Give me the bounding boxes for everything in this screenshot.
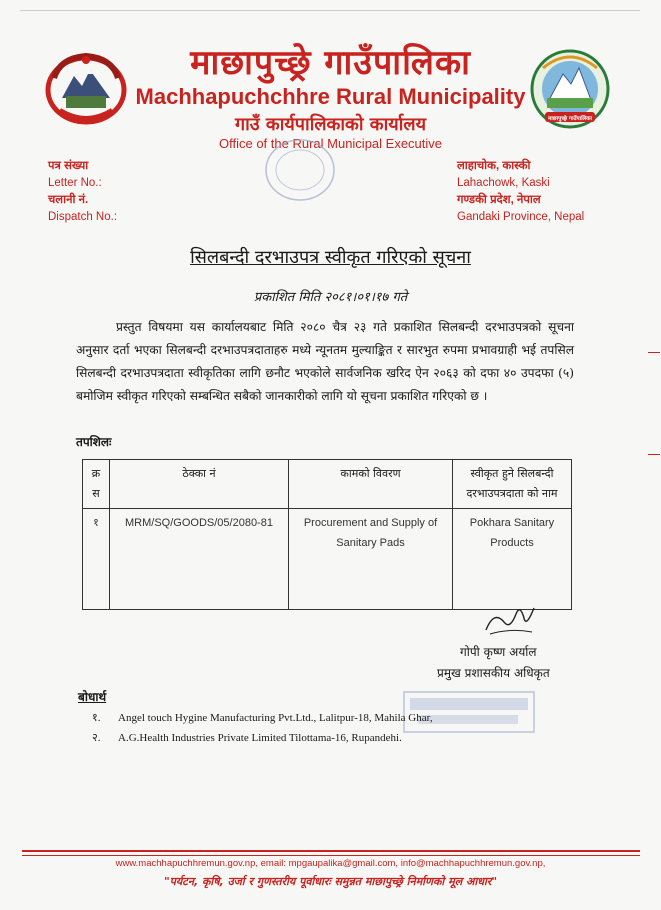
approved-bidders-table <box>82 459 572 610</box>
office-address <box>457 158 584 226</box>
col-header-approved-bidder: स्वीकृत हुने सिलबन्दी दरभाउपत्रदाता को नाम <box>453 460 572 509</box>
margin-mark <box>648 352 660 353</box>
office-stamp-icon <box>262 135 338 205</box>
notice-body-text: प्रस्तुत विषयमा यस कार्यालयबाट मिति २०८० चैत्र २३ गते प्रकाशित सिलबन्दी दरभाउपत्रको सूचना अनुसार दर्ता भएका सिलबन्दी दरभाउपत्रदाताहरु मध्ये न्यूनतम मुल्याङ्कित र सारभुत रुपमा प्रभावग्राही भई तपसिल सिलबन्दी दरभाउपत्रदाता स्वीकृतिका लागि छनौट भएकोले सार्वजनिक खरिद ऐन २०६३ को दफा ४० उपदफा (५) बमोजिम स्वीकृत गरिएको सम्बन्धित सबैको जानकारीको लागि यो सूचना प्रकाशित गरिएको छ । <box>76 320 574 403</box>
cc-item-text: A.G.Health Industries Private Limited Tilottama-16, Rupandehi. <box>118 732 402 744</box>
municipality-title-english: Machhapuchchhre Rural Municipality <box>135 84 526 109</box>
letter-no-label: Letter No.: <box>48 177 102 189</box>
cell-approved-bidder: Pokhara Sanitary Products <box>453 509 572 610</box>
province-english: Gandaki Province, Nepal <box>457 211 585 223</box>
details-heading: तपशिलः <box>76 435 112 449</box>
address-nepali: लाहाचोक, कास्की <box>457 160 531 172</box>
signatory-title: प्रमुख प्रशासकीय अधिकृत <box>437 666 550 680</box>
signatory-name: गोपी कृष्ण अर्याल <box>460 645 537 659</box>
top-edge-line <box>20 10 640 11</box>
margin-mark <box>648 454 660 455</box>
reference-numbers <box>48 158 117 226</box>
office-title-english: Office of the Rural Municipal Executive <box>218 136 443 151</box>
cell-work-description: Procurement and Supply of Sanitary Pads <box>289 509 453 610</box>
office-title-nepali: गाउँ कार्यपालिकाको कार्यालय <box>234 114 427 135</box>
col-header-sn: क्र स <box>83 460 110 509</box>
footer-divider <box>22 850 640 852</box>
dispatch-no-label-nepali: चलानी नं. <box>48 194 89 206</box>
table-row <box>83 509 572 610</box>
cc-item <box>92 710 433 725</box>
cc-item-text: Angel touch Hygine Manufacturing Pvt.Ltd., Lalitpur-18, Mahila Ghar, <box>118 712 433 724</box>
seal-caption: माछापुच्छ्रे गाउँपालिका <box>548 116 592 122</box>
notice-title: सिलबन्दी दरभाउपत्र स्वीकृत गरिएको सूचना <box>190 247 471 268</box>
cell-sn: १ <box>83 509 110 610</box>
notice-body <box>76 316 574 408</box>
cell-contract-no: MRM/SQ/GOODS/05/2080-81 <box>110 509 289 610</box>
col-header-work-description: कामको विवरण <box>289 460 453 509</box>
footer-contacts: www.machhapuchhremun.gov.np, email: mpgaupalika@gmail.com, info@machhapuchhremun.gov.np, <box>115 858 546 869</box>
province-nepali: गण्डकी प्रदेश, नेपाल <box>457 194 541 206</box>
footer-slogan: "पर्यटन, कृषि, उर्जा र गुणस्तरीय पूर्वाधारः समुन्नत माछापुच्छ्रे निर्माणको मूल आधार" <box>163 875 498 888</box>
letter-no-label-nepali: पत्र संख्या <box>48 160 89 172</box>
col-header-contract-no: ठेक्का नं <box>110 460 289 509</box>
footer-divider-thin <box>22 855 640 856</box>
cc-item-number: १. <box>92 712 101 724</box>
cc-item <box>92 730 402 745</box>
cc-item-number: २. <box>92 732 101 744</box>
dispatch-no-label: Dispatch No.: <box>48 211 118 223</box>
published-date: प्रकाशित मिति २०८१।०१।१७ गते <box>253 290 408 305</box>
cc-heading: बोधार्थ <box>78 690 107 704</box>
table-header-row <box>83 460 572 509</box>
address-english: Lahachowk, Kaski <box>457 177 550 189</box>
signature-icon <box>480 600 540 642</box>
municipality-title-nepali: माछापुच्छ्रे गाउँपालिका <box>190 43 471 83</box>
